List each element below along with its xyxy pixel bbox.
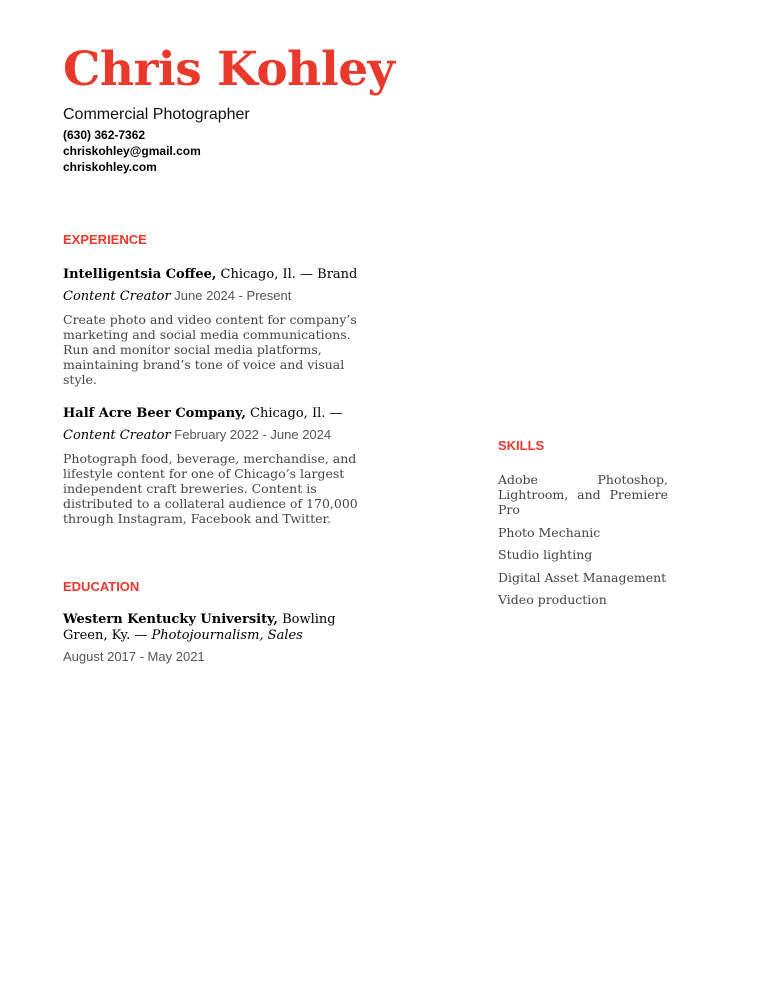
experience-entry <box>63 264 363 387</box>
education-dates: August 2017 - May 2021 <box>63 649 205 664</box>
job-dates: February 2022 - June 2024 <box>170 427 332 442</box>
skills-list <box>498 472 668 615</box>
experience-entry-head <box>63 403 363 446</box>
skill-item: Studio lighting <box>498 547 593 562</box>
job-description: Create photo and video content for company’s marketing and social media communications. Run and monitor social media platforms, maintaining brand’s tone of voice and visual style. <box>63 312 357 387</box>
employer-location: Chicago, Il. — <box>245 406 343 421</box>
study-field: Photojournalism, Sales <box>151 628 303 643</box>
phone-number: (630) 362-7362 <box>63 128 146 142</box>
experience-entry-head <box>63 264 363 307</box>
school-name: Western Kentucky University, <box>63 612 278 627</box>
employer-location: Chicago, Il. — Brand <box>216 267 358 282</box>
skill-item: Video production <box>498 592 607 607</box>
job-role: Content Creator <box>63 289 171 304</box>
website: chriskohley.com <box>63 160 157 174</box>
experience-heading: EXPERIENCE <box>63 232 147 247</box>
email-address: chriskohley@gmail.com <box>63 144 201 158</box>
candidate-name: Chris Kohley <box>63 42 395 97</box>
education-heading: EDUCATION <box>63 579 140 594</box>
employer-name: Intelligentsia Coffee, <box>63 267 217 282</box>
experience-entry <box>63 403 363 526</box>
skills-heading: SKILLS <box>498 438 545 453</box>
job-description: Photograph food, beverage, merchandise, and lifestyle content for one of Chicago’s largest independent craft breweries. Content is distributed to a collateral audience of 170,000 through Instagram, Facebook and Twitter. <box>63 451 358 526</box>
employer-name: Half Acre Beer Company, <box>63 406 246 421</box>
school-location: Bowling Green, Ky. — <box>63 612 336 643</box>
skill-item: Photo Mechanic <box>498 524 601 540</box>
job-role: Content Creator <box>63 428 171 443</box>
education-entry <box>63 612 358 664</box>
skill-item: Digital Asset Management <box>498 569 667 585</box>
job-dates: June 2024 - Present <box>170 288 292 303</box>
skill-item: Adobe Photoshop, Lightroom, and Premiere Pro <box>498 472 668 517</box>
contact-info <box>63 127 201 175</box>
candidate-title: Commercial Photographer <box>63 106 250 123</box>
education-entry-head <box>63 612 358 644</box>
